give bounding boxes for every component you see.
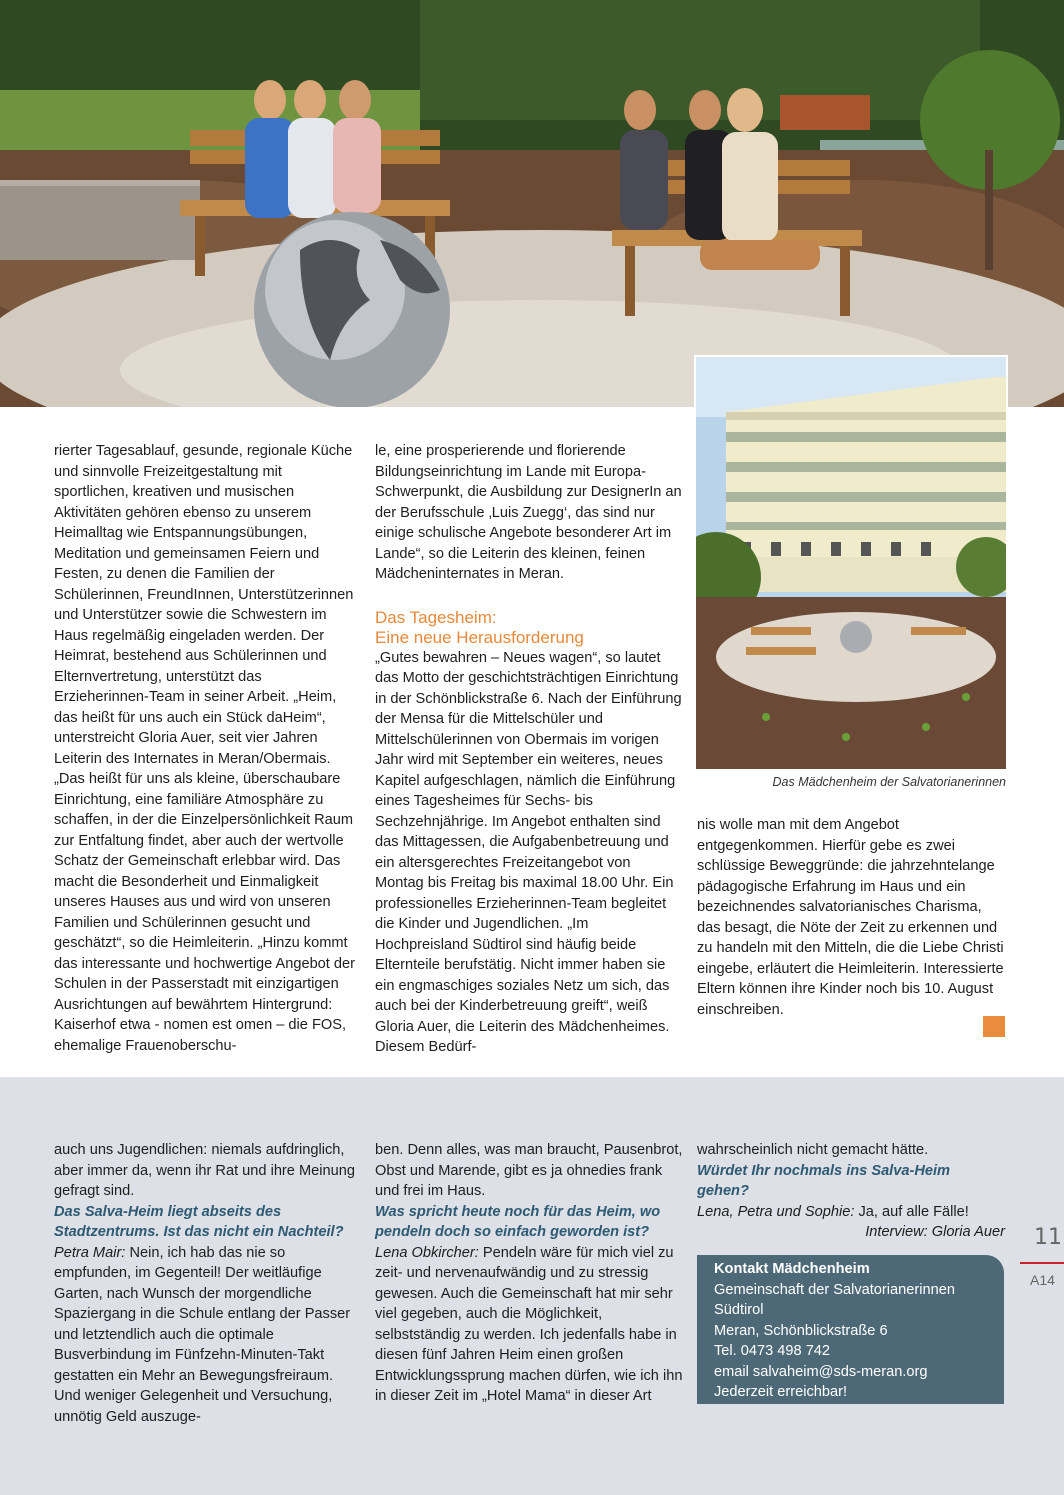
contact-title: Kontakt Mädchenheim xyxy=(714,1261,870,1277)
interview-credit: Interview: Gloria Auer xyxy=(865,1224,1005,1240)
interview-column-3 xyxy=(697,1140,1005,1243)
page-number: 11 xyxy=(1034,1225,1062,1250)
interview-column-2 xyxy=(375,1140,683,1407)
speaker: Lena, Petra und Sophie: xyxy=(697,1203,855,1220)
contact-phone: Tel. 0473 498 742 xyxy=(714,1343,831,1359)
hero-photo xyxy=(0,0,1064,407)
inset-caption: Das Mädchenheim der Salvatorianerinnen xyxy=(772,775,1006,789)
contact-box xyxy=(697,1255,1004,1404)
speaker: Petra Mair: xyxy=(54,1244,126,1261)
contact-email[interactable]: email salvaheim@sds-meran.org xyxy=(714,1363,928,1380)
interview-text: wahrscheinlich nicht gemacht hätte. xyxy=(697,1142,929,1158)
interview-answer: Petra Mair: Nein, ich hab das nie so empfunden, im Gegenteil! Der weitläufige Garten, nach Wunsch der morgendliche Spaziergang in die Schule entlang der Passer und letztendlich auch die optimale Busverbindung im Fünfzehn-Minuten-Takt gestatten ein Mehr an Bewegungsfreiraum. Und weniger Gelegenheit und Versuchung, unnötig Geld auszuge- xyxy=(54,1244,351,1425)
interview-answer: Lena, Petra und Sophie: Ja, auf alle Fälle! xyxy=(697,1203,969,1220)
article-text: le, eine prosperierende und florierende Bildungseinrichtung im Lande mit Europa-Schwerpunkt, die Ausbildung zur DesignerIn an der Berufsschule ‚Luis Zuegg‘, das sind nur einige schulische Angebote besonderer Art im Lande“, so die Leiterin des kleinen, feinen Mädcheninternates in Meran. xyxy=(375,443,682,582)
article-column-1 xyxy=(54,441,360,1056)
article-text: rierter Tagesablauf, gesunde, regionale Küche und sinnvolle Freizeitgestaltung mit sportlichen, kreativen und musischen Aktivitäten gehören ebenso zu unserem Heimalltag wie Entspannungsübungen, Meditation und gemeinsamen Feiern und Festen, zu denen die Familien der Schülerinnen, FreundInnen, Unterstützerinnen und Unterstützer sowie die Schwestern im Haus regelmäßig eingeladen werden. Der Heimrat, bestehend aus Schülerinnen und Elternvertretung, unterstützt das Erzieherinnen-Team in seiner Arbeit. „Heim, das heißt für uns auch ein Stück daHeim“, unterstreicht Gloria Auer, seit vier Jahren Leiterin des Internates in Meran/Obermais. „Das heißt für uns als kleine, überschaubare Einrichtung, eine familiäre Atmosphäre zu schaffen, in der die Einzelpersönlichkeit Raum zur Entfaltung findet, aber auch der wertvolle Schatz der Gemeinschaft erlebbar wird. Das macht die Besonderheit und Einmaligkeit unseres Hauses aus und wird von unseren Familien und Schülerinnen gesucht und geschätzt“, so die Heimleiterin. „Hinzu kommt das interessante und hochwertige Angebot der Schulen in der Passerstadt mit einzigartigen Ausrichtungen auf bewährtem Hintergrund: Kaiserhof etwa - nomen est omen – die FOS, ehemalige Frauenoberschu- xyxy=(54,443,356,1054)
article-text: „Gutes bewahren – Neues wagen“, so lautet das Motto der geschichtsträchtigen Einrichtung in der Schönblickstraße 6. Nach der Einführung der Mensa für die Mittelschüler und Mittelschülerinnen von Obermais im vorigen Jahr wird mit September ein weiteres, neues Kapitel aufgeschlagen, nämlich die Einführung eines Tagesheimes für Sechs- bis Sechzehnjährige. Im Angebot enthalten sind das Mittagessen, die Aufgabenbetreuung und ein altersgerechtes Freizeitangebot von Montag bis Freitag bis maximal 18.00 Uhr. Ein professionelles Erzieherinnen-Team begleitet die Kinder und Jugendlichen. „Im Hochpreisland Südtirol sind häufig beide Elternteile berufstätig. Nicht immer haben sie ein engmaschiges soziales Netz um sich, das auch bei der Kinderbetreuung greift“, weiß Gloria Auer, die Leiterin des Mädchenheimes. Diesem Bedürf- xyxy=(375,649,682,1055)
interview-text: auch uns Jugendlichen: niemals aufdringlich, aber immer da, wenn ihr Rat und ihre Meinung gefragt sind. xyxy=(54,1142,355,1199)
speaker: Lena Obkircher: xyxy=(375,1244,479,1261)
interview-question: Was spricht heute noch für das Heim, wo pendeln doch so einfach geworden ist? xyxy=(375,1203,661,1240)
contact-line: Gemeinschaft der Salvatorianerinnen xyxy=(714,1281,955,1298)
contact-address: Meran, Schönblickstraße 6 xyxy=(714,1322,888,1339)
contact-line: Jederzeit erreichbar! xyxy=(714,1384,848,1400)
end-of-article-mark xyxy=(983,1016,1005,1037)
article-column-3 xyxy=(697,815,1005,1020)
page-divider xyxy=(1020,1262,1064,1264)
contact-line: Südtirol xyxy=(714,1302,764,1318)
section-heading: Das Tagesheim: Eine neue Herausforderung xyxy=(375,607,584,647)
inset-photo xyxy=(694,355,1008,771)
article-text: nis wolle man mit dem Angebot entgegenkommen. Hierfür gebe es zwei schlüssige Beweggründe: die jahrzehntelange pädagogische Erfahrung im Haus und ein bezeichnendes salvatorianisches Charisma, das besagt, die Nöte der Zeit zu erkennen und zu handeln mit den Mitteln, die die Liebe Christi eingebe, erläutert die Heimleiterin. Interessierte Eltern können ihre Kinder noch bis 10. August einschreiben. xyxy=(697,817,1004,1018)
interview-answer: Lena Obkircher: Pendeln wäre für mich viel zu zeit- und nervenaufwändig und zu stressig gewesen. Auch die Gemeinschaft hat mir sehr viel gegeben, auch die Möglichkeit, selbstständig zu werden. Ich jedenfalls habe in diesen fünf Jahren Heim einen großen Entwicklungssprung machen dürfen, wie ich ihn in dieser Zeit im „Hotel Mama“ in dieser Art xyxy=(375,1244,683,1404)
interview-question: Das Salva-Heim liegt abseits des Stadtzentrums. Ist das nicht ein Nachteil? xyxy=(54,1203,344,1240)
interview-text: ben. Denn alles, was man braucht, Pausenbrot, Obst und Marende, gibt es ja ohnedies frank und frei im Haus. xyxy=(375,1142,683,1199)
interview-question: Würdet Ihr nochmals ins Salva-Heim gehen? xyxy=(697,1162,951,1199)
section-code: A14 xyxy=(1030,1272,1055,1288)
article-column-2 xyxy=(375,441,683,1058)
interview-column-1 xyxy=(54,1140,362,1427)
